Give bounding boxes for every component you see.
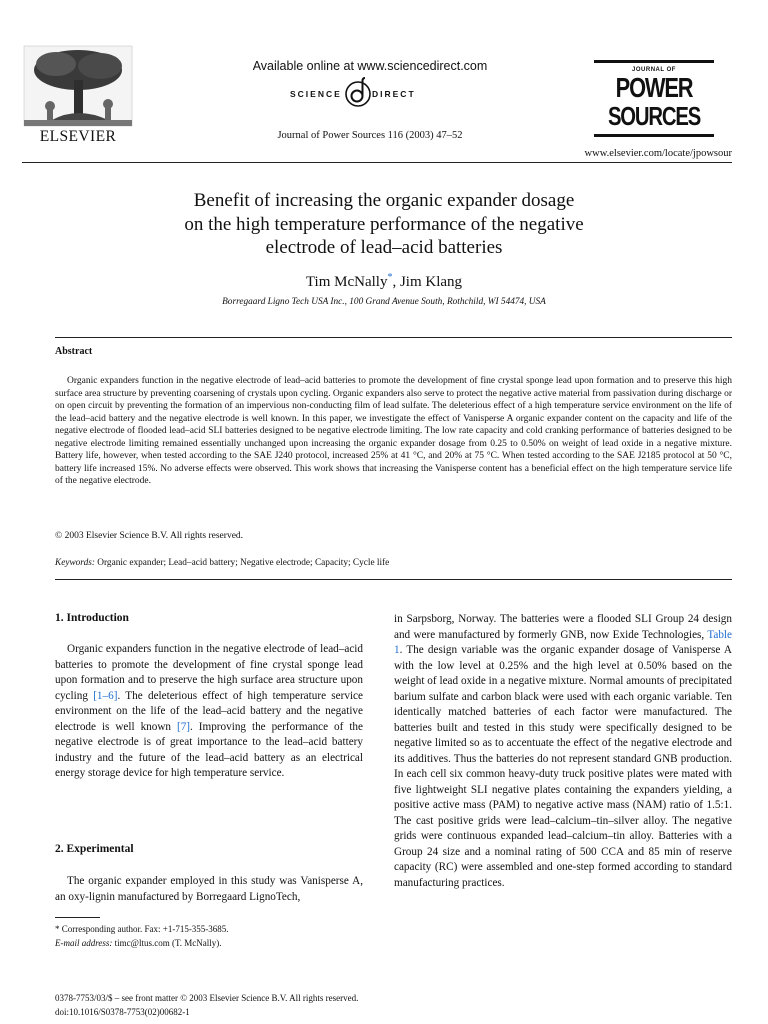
experimental-paragraph-continued: [394, 612, 732, 891]
journal-logo-journal-of: JOURNAL OF: [632, 67, 676, 73]
footnote-email-label: E-mail address:: [55, 938, 113, 948]
article-title: [90, 189, 678, 260]
experimental-text: . The design variable was the organic expander dosage of Vanisperse A with the low level at 0.25% and the high level at 0.50% based on the weight of lead oxide in a negative mixture. Normal amounts of precipitated barium sulfate and carbon black were used with each organic variable. Ten identically matched batteries of each factor were manufactured. The batteries built and tested in this study were specifically designed to be negative limited so as to accentuate the effect of the negative electrode and its additives. Thus the batteries do not represent standard GNB production. In each cell six common heavy-duty truck positive plates were mated with five lightweight SLI negative plates containing the expanders yielding, a positive active mass (PAM) to negative active mass (NAM) ratio of 1.5:1. The cast positive grids were lead–calcium–tin–silver alloy. The negative grids were continuous expanded lead–calcium–tin alloy. Batteries with a Group 24 size and a nominal rating of 500 CCA and 85 min of reserve capacity (RC) were assembled and one-step formed according to standard manufacturing practices.: [394, 644, 732, 889]
journal-logo: [594, 60, 714, 138]
corresponding-author-link[interactable]: *: [387, 272, 393, 283]
article-title-line: electrode of lead–acid batteries: [265, 237, 503, 258]
keywords: [55, 558, 389, 568]
abstract-divider-top: [55, 337, 732, 338]
footnote-divider: [55, 917, 100, 918]
intro-text: . Improving the performance of the negative electrode is of great importance to the lead–acid battery industry and the future of the lead–acid battery as an electrical energy storage device for high temperature service.: [55, 720, 363, 779]
author-list: [140, 272, 628, 291]
sciencedirect-logo: [290, 77, 440, 111]
footnote-email-address[interactable]: timc@ltus.com (T. McNally).: [112, 938, 222, 948]
abstract-divider-bottom: [55, 579, 732, 580]
intro-text: . The deleterious effect of high temperature service environment on the life of the lead–acid battery and the negative electrode is well known: [55, 689, 363, 733]
abstract-copyright: © 2003 Elsevier Science B.V. All rights reserved.: [55, 531, 244, 541]
front-matter-line: 0378-7753/03/$ – see front matter © 2003 Elsevier Science B.V. All rights reserved.: [55, 993, 359, 1003]
sciencedirect-d-icon: [344, 77, 372, 109]
author-name: , Jim Klang: [392, 274, 463, 290]
journal-logo-sources: SOURCES: [607, 101, 701, 131]
journal-citation: Journal of Power Sources 116 (2003) 47–52: [277, 130, 463, 141]
publisher-name: ELSEVIER: [39, 128, 117, 145]
journal-logo-rule-bottom: [594, 134, 714, 137]
author-affiliation: Borregaard Ligno Tech USA Inc., 100 Grand Avenue South, Rothchild, WI 54474, USA: [222, 297, 546, 307]
experimental-paragraph: The organic expander employed in this study was Vanisperse A, an oxy-lignin manufactured by Borregaard LignoTech,: [55, 875, 363, 903]
section-heading-experimental: 2. Experimental: [55, 843, 134, 855]
footnote-corresponding-author: * Corresponding author. Fax: +1-715-355-3685.: [55, 924, 229, 934]
available-online-text: Available online at www.sciencedirect.com: [252, 59, 488, 73]
journal-logo-power: POWER: [615, 72, 693, 103]
keywords-list: Organic expander; Lead–acid battery; Negative electrode; Capacity; Cycle life: [97, 558, 390, 568]
introduction-paragraph: [55, 642, 363, 782]
intro-text: Organic expanders function in the negative electrode of lead–acid batteries to promote the development of fine crystal sponge lead upon formation and to preserve the high surface area structure upon cycling: [55, 643, 363, 702]
header-divider: [22, 162, 732, 163]
experimental-text: in Sarpsborg, Norway. The batteries were a flooded SLI Group 24 design and were manufactured by formerly GNB, now Exide Technologies,: [394, 613, 732, 641]
article-title-line: Benefit of increasing the organic expander dosage: [193, 190, 575, 211]
article-title-line: on the high temperature performance of the negative: [184, 213, 584, 235]
abstract-text: Organic expanders function in the negative electrode of lead–acid batteries to promote the development of fine crystal sponge lead upon formation and to preserve this high surface area structure by preventing coarsening of crystals upon cycling. Organic expanders also serve to protect the negative active material from passivation during discharge or on open circuit by preventing the formation of an impervious non-conducting film of lead sulfate. The deleterious effect of a high temperature service environment on the life of the lead–acid battery and the negative electrode is well known. In this paper, we investigate the effect of Vanisperse A organic expander content on the capacity and life of the negative electrode of flooded lead–acid SLI batteries designed to be negative electrode limiting. The low rate capacity and cold cranking performance of batteries designed to be negative electrode limiting remained essentially unchanged upon increasing the organic expander dosage from 0.25 to 0.50% on weight of lead oxide in a negative mixture. Battery life, however, when tested according to the SAE J240 protocol, increased 25% at 41 °C, and 20% at 75 °C. When tested according to the SAE J2185 protocol at 50 °C, battery life increased 15%. No adverse effects were observed. This work shows that increasing the Vanisperse content has a beneficial effect on the high temperature service life of the negative electrode.: [55, 376, 732, 486]
section-heading-introduction: 1. Introduction: [55, 612, 129, 624]
doi-line[interactable]: doi:10.1016/S0378-7753(02)00682-1: [55, 1007, 190, 1017]
sciencedirect-right-word: DIRECT: [372, 89, 416, 99]
reference-link[interactable]: [1–6]: [93, 689, 118, 702]
author-name: Tim McNally: [305, 274, 388, 290]
table-link[interactable]: Table 1: [394, 628, 732, 656]
journal-logo-rule-top: [594, 60, 714, 63]
sciencedirect-left-word: SCIENCE: [290, 89, 342, 99]
reference-link[interactable]: [7]: [176, 720, 191, 733]
keywords-label: Keywords:: [55, 558, 95, 568]
footnote-email: [55, 937, 222, 949]
journal-url-link[interactable]: www.elsevier.com/locate/jpowsour: [584, 148, 732, 159]
abstract-heading: Abstract: [55, 346, 93, 357]
